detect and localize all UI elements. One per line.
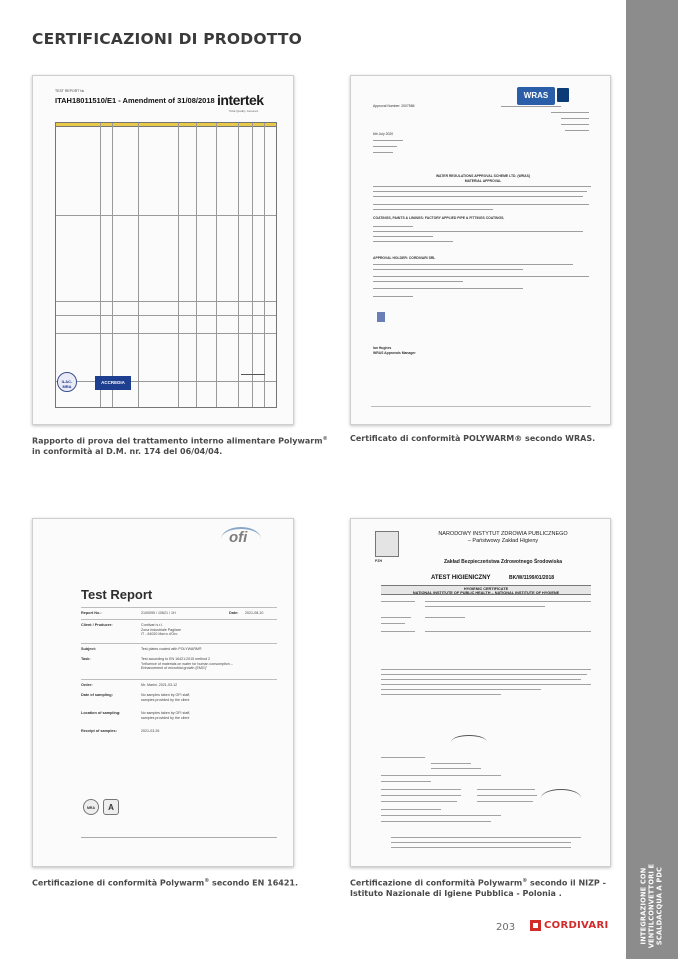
client-label: Client / Producer: bbox=[81, 623, 113, 627]
task-value: Test according to EN 16421:2015 method 2 "Influence of materials on water for human consumption – Enhancement of microbial growth (EMG)" bbox=[141, 657, 233, 671]
nizp-emblem-icon bbox=[375, 531, 399, 557]
intertek-logo: intertek bbox=[217, 92, 264, 108]
side-tab bbox=[626, 0, 678, 959]
page-title: CERTIFICAZIONI DI PRODOTTO bbox=[32, 30, 303, 48]
nizp-bar-line2: NATIONAL INSTITUTE OF PUBLIC HEALTH – NATIONAL INSTITUTE OF HYGIENE bbox=[412, 591, 560, 596]
receipt-value: 2021-03-26 bbox=[141, 729, 160, 733]
test-report-label: TEST REPORT № bbox=[55, 89, 85, 93]
nizp-bar-line1: HYGIENIC CERTIFICATE bbox=[463, 586, 509, 591]
wras-logo: WRAS bbox=[517, 87, 555, 105]
nizp-emblem-label: PZH bbox=[375, 559, 382, 563]
nizp-caption: Certificazione di conformità Polywarm® secondo il NIZP - Istituto Nazionale di Igiene Pubblica - Polonia . bbox=[350, 878, 606, 898]
wras-date: 6th July 2020 bbox=[373, 132, 394, 136]
nizp-signature bbox=[451, 735, 487, 749]
cordivari-wordmark: CORDIVARI bbox=[544, 920, 609, 931]
report-no-label: Report No.: bbox=[81, 611, 102, 615]
ofi-logo: ofi bbox=[229, 529, 248, 546]
ofi-footer bbox=[81, 837, 277, 838]
sampling-date-label: Date of sampling: bbox=[81, 693, 113, 697]
wras-certificate-image bbox=[350, 75, 611, 425]
wras-footer bbox=[371, 406, 591, 407]
nizp-certificate-bar bbox=[381, 585, 591, 595]
receipt-label: Receipt of samples: bbox=[81, 729, 117, 733]
client-value: Cordivari s.r.l. Zona Industriale Pagliare IT - 64020 Morro d'Oro bbox=[141, 623, 181, 637]
intertek-logo-sub: Total Quality. Assured. bbox=[229, 109, 259, 113]
subject-value: Test plates coated with POLYWARM® bbox=[141, 647, 202, 651]
order-label: Order: bbox=[81, 683, 93, 687]
nizp-subheader: Zakład Bezpieczeństwa Zdrowotnego Środowiska bbox=[443, 559, 563, 565]
report-date-label: Date: bbox=[229, 611, 239, 615]
accreditation-a-badge: A bbox=[103, 799, 119, 815]
wras-subheading: MATERIAL APPROVAL bbox=[464, 179, 502, 183]
intertek-report-title: ITAH18011510/E1 - Amendment of 31/08/2018 bbox=[55, 96, 215, 105]
wras-secondary-logo bbox=[557, 88, 569, 102]
nizp-header: NARODOWY INSTYTUT ZDROWIA PUBLICZNEGO – Państwowy Zakład Higieny bbox=[438, 531, 568, 544]
ofi-report-title: Test Report bbox=[81, 587, 153, 602]
report-no-value: 2100095 / 10621 / 1H bbox=[141, 611, 176, 615]
sampling-date-value: No samples taken by OFI staff, samples provided by the client bbox=[141, 693, 191, 702]
task-label: Task: bbox=[81, 657, 91, 661]
report-date-value: 2021-08-10 bbox=[245, 611, 264, 615]
side-tab-text: INTEGRAZIONE CON VENTILCONVETTORI E SCALDACQUA A PDC bbox=[639, 863, 665, 949]
intertek-caption: Rapporto di prova del trattamento interno alimentare Polywarm® in conformità al D.M. nr. 174 del 06/04/04. bbox=[32, 436, 328, 456]
nizp-director-signature bbox=[541, 789, 581, 807]
ilac-seal-small: MRA bbox=[83, 799, 99, 815]
ilac-seal: ILAC-MRA bbox=[57, 372, 77, 392]
intertek-test-report-image bbox=[32, 75, 294, 425]
intertek-signature bbox=[241, 366, 265, 375]
wras-product-line: COATINGS, PAINTS & LININGS: FACTORY APPLIED PIPE & FITTINGS COATINGS. bbox=[373, 216, 505, 220]
ofi-caption: Certificazione di conformità Polywarm® secondo EN 16421. bbox=[32, 878, 298, 888]
cordivari-brand bbox=[530, 920, 608, 931]
ofi-test-report-image bbox=[32, 518, 294, 867]
wras-approval-number: Approval Number: 2007586 bbox=[373, 104, 415, 108]
side-tab-label bbox=[628, 863, 676, 949]
nizp-attest-title: ATEST HIGIENICZNY bbox=[431, 575, 491, 581]
wras-heading: WATER REGULATIONS APPROVAL SCHEME LTD. (WRAS) bbox=[436, 174, 530, 178]
sampling-location-label: Location of sampling: bbox=[81, 711, 121, 715]
wras-approval-holder: APPROVAL HOLDER: CORDIVARI SRL bbox=[373, 256, 436, 260]
sampling-location-value: No samples taken by OFI staff, samples provided by the client bbox=[141, 711, 191, 720]
subject-label: Subject: bbox=[81, 647, 96, 651]
wras-caption: Certificato di conformità POLYWARM® secondo WRAS. bbox=[350, 434, 596, 443]
cordivari-logo-icon bbox=[530, 920, 541, 931]
nizp-certificate-image bbox=[350, 518, 611, 867]
page-number: 203 bbox=[496, 922, 516, 933]
order-value: Mr. Marini, 2021-03-12 bbox=[141, 683, 178, 687]
accredia-logo: ACCREDIA bbox=[95, 376, 131, 390]
wras-signatory: Ian Hughes bbox=[373, 346, 392, 350]
nizp-certificate-number: BK/W/1199/01/2018 bbox=[509, 575, 555, 581]
wras-signatory-role: WRAS Approvals Manager bbox=[373, 351, 416, 355]
